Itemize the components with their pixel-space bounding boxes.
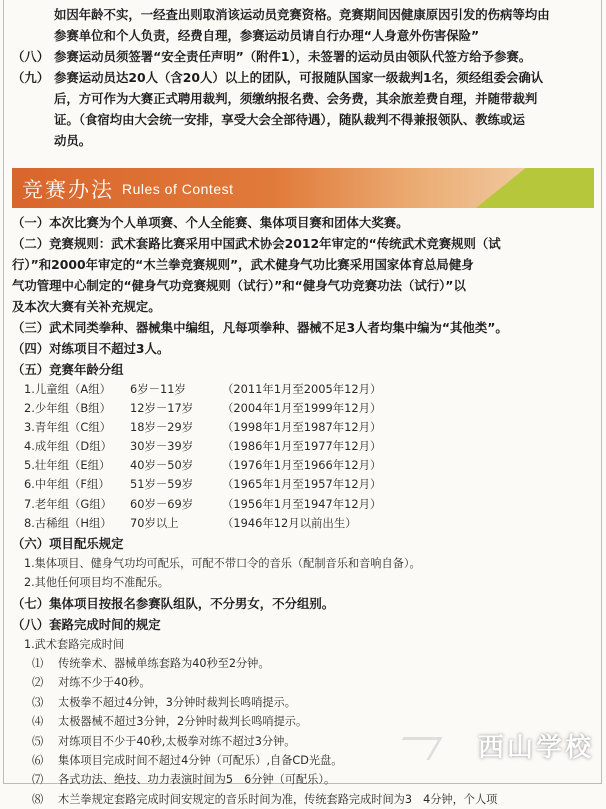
- item-text: 参赛运动员达20人（含20人）以上的团队，可报随队国家一级裁判1名，须经组委会确认: [54, 70, 544, 85]
- watermark: 西山学校: [477, 733, 594, 763]
- age-range: 60岁－69岁: [130, 496, 194, 511]
- text-line: 参赛单位和个人负责，经费自理，参赛运动员请自行办理“人身意外伤害保险”: [54, 28, 480, 43]
- age-range: 40岁－50岁: [130, 458, 194, 473]
- rule-8-item: [12, 654, 596, 673]
- item-text: 参赛运动员须签署“安全责任声明”（附件1），未签署的运动员由领队代签方给予参赛。: [54, 49, 532, 64]
- section-banner: [12, 168, 594, 208]
- item-text: 各式功法、绝技、功力表演时间为5 6分钟（可配乐）。: [58, 773, 336, 787]
- age-group-name: 7.老年组（G组）: [24, 496, 113, 511]
- rule-8-heading: （八）套路完成时间的规定: [12, 616, 161, 632]
- rule-6-heading: （六）项目配乐规定: [12, 535, 124, 551]
- birth-range: （2011年1月至2005年12月）: [222, 382, 382, 396]
- birth-range: （2004年1月至1999年12月）: [222, 401, 382, 416]
- age-group-table: [12, 380, 596, 533]
- rule-6-item: 2.其他任何项目均不准配乐。: [24, 576, 169, 590]
- birth-range: （1946年12月以前出生）: [222, 515, 357, 530]
- text-line: 如因年龄不实，一经查出则取消该运动员竞赛资格。竞赛期间因健康原因引发的伤病等均由: [54, 7, 550, 22]
- birth-range: （1976年1月至1966年12月）: [222, 458, 382, 473]
- rule-2-line: 气功管理中心制定的“健身气功竞赛规则（试行）”和“健身气功竞赛功法（试行）”以: [12, 278, 466, 293]
- age-range: 70岁以上: [130, 515, 179, 530]
- item-text: 太极拳不超过4分钟，3分钟时裁判长鸣哨提示。: [58, 695, 296, 709]
- text-line: 动员。: [54, 133, 92, 148]
- text-line: 后，方可作为大赛正式聘用裁判，须缴纳报名费、会务费，其余旅差费自理，并随带裁判: [54, 91, 538, 106]
- age-group-row: [12, 475, 596, 494]
- item-number: ⑵: [32, 676, 44, 690]
- rule-8-item: [12, 770, 596, 789]
- item-text: 太极器械不超过3分钟，2分钟时裁判长鸣哨提示。: [58, 715, 308, 729]
- item-number: ⑸: [32, 734, 44, 748]
- birth-range: （1986年1月至1977年12月）: [222, 439, 382, 454]
- rule-3: （三）武术同类拳种、器械集中编组，凡每项拳种、器械不足3人者均集中编为“其他类”。: [12, 320, 508, 335]
- age-group-row: [12, 456, 596, 475]
- item-text: 木兰拳规定套路完成时间安规定的音乐时间为准，传统套路完成时间为3 4分钟，个人项: [58, 792, 498, 806]
- item-text: 对练不少于40秒。: [58, 676, 151, 690]
- item-number: ⑻: [32, 792, 44, 806]
- birth-range: （1998年1月至1987年12月）: [222, 420, 382, 435]
- item-number: ⑴: [32, 656, 44, 670]
- rule-2-line: 行）”和2000年审定的“木兰拳竞赛规则”，武术健身气功比赛采用国家体育总局健身: [12, 257, 474, 272]
- rules-section: [12, 212, 596, 809]
- age-group-row: [12, 514, 596, 533]
- rule-2-line: 及本次大赛有关补充规定。: [12, 299, 161, 314]
- item-text: 对练项目不少于40秒,太极拳对练不超过3分钟。: [58, 734, 296, 748]
- item-number: ⑷: [32, 715, 44, 729]
- age-group-row: [12, 399, 596, 418]
- birth-range: （1965年1月至1957年12月）: [222, 477, 382, 492]
- age-group-name: 4.成年组（D组）: [24, 439, 112, 454]
- item-number: ⑹: [32, 754, 44, 767]
- age-group-row: [12, 418, 596, 437]
- item-text: 集体项目完成时间不超过4分钟（可配乐）,自备CD光盘。: [58, 754, 343, 767]
- banner-title-en: Rules of Contest: [122, 181, 234, 197]
- item-number: ⑶: [32, 695, 44, 709]
- banner-title-cn: 竞赛办法: [22, 178, 114, 202]
- age-range: 6岁－11岁: [130, 382, 186, 396]
- rule-1: （一）本次比赛为个人单项赛、个人全能赛、集体项目赛和团体大奖赛。: [12, 215, 409, 230]
- age-group-name: 2.少年组（B组）: [24, 401, 112, 416]
- age-group-name: 6.中年组（F组）: [24, 477, 110, 492]
- rule-4: （四）对练项目不超过3人。: [12, 341, 170, 356]
- rule-2-line: （二）竞赛规则：武术套路比赛采用中国武术协会2012年审定的“传统武术竞赛规则（试: [12, 236, 501, 251]
- rule-7: （七）集体项目按报名参赛队组队，不分男女，不分组别。: [12, 595, 335, 611]
- banner-accent: [476, 168, 594, 208]
- age-group-name: 1.儿童组（A组）: [24, 382, 112, 396]
- text-line: 证。（食宿均由大会统一安排，享受大会全部待遇），随队裁判不得兼报领队、教练或运: [54, 112, 525, 127]
- age-range: 30岁－39岁: [130, 439, 194, 454]
- rule-8-item: [12, 673, 596, 692]
- rule-8-item: [12, 693, 596, 712]
- item-number: （九）: [12, 70, 50, 85]
- age-group-name: 3.青年组（C组）: [24, 420, 112, 435]
- list-item: [12, 46, 596, 67]
- item-number: ⑺: [32, 773, 44, 787]
- rule-8-item: [12, 790, 596, 809]
- item-number: （八）: [12, 49, 50, 64]
- list-item: [12, 67, 596, 88]
- age-range: 18岁－29岁: [130, 420, 194, 435]
- age-range: 12岁－17岁: [130, 401, 194, 416]
- age-group-row: [12, 380, 596, 399]
- age-group-name: 5.壮年组（E组）: [24, 458, 111, 473]
- birth-range: （1956年1月至1947年12月）: [222, 496, 382, 511]
- rule-6-item: 1.集体项目、健身气功均可配乐，可配不带口令的音乐（配制音乐和音响自备）。: [24, 556, 421, 570]
- rule-8-subheading: 1.武术套路完成时间: [24, 637, 125, 651]
- rule-5-heading: （五）竞赛年龄分组: [12, 362, 124, 377]
- age-range: 51岁－59岁: [130, 477, 194, 492]
- age-group-row: [12, 437, 596, 456]
- age-group-row: [12, 495, 596, 514]
- age-group-name: 8.古稀组（H组）: [24, 515, 112, 530]
- item-text: 传统拳术、器械单练套路为40秒至2分钟。: [58, 656, 270, 670]
- top-section: [12, 4, 596, 151]
